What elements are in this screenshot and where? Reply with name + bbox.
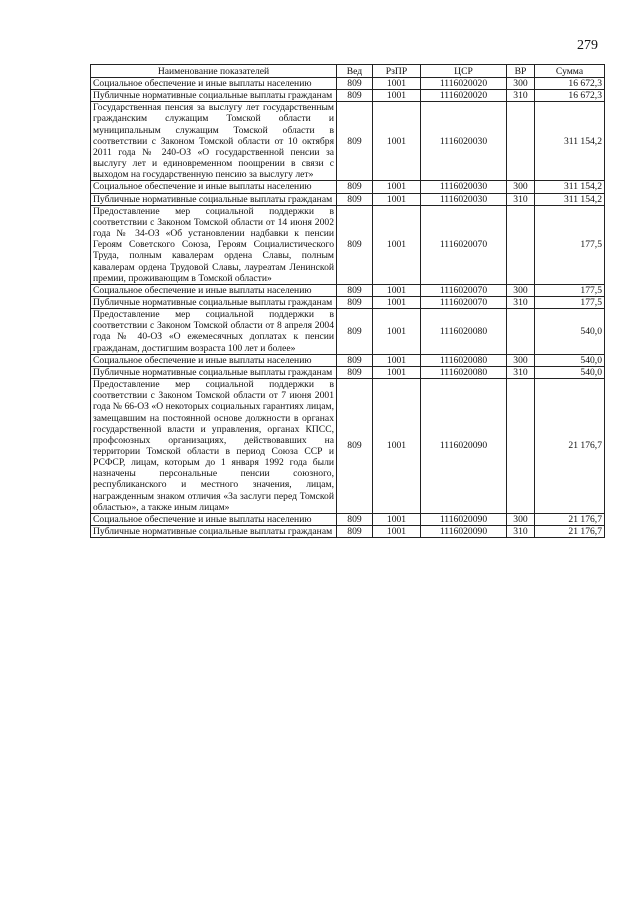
row-sum: 540,0 bbox=[535, 366, 605, 378]
row-sum: 21 176,7 bbox=[535, 526, 605, 538]
row-csr: 1116020020 bbox=[421, 78, 507, 90]
table-row bbox=[91, 102, 605, 181]
row-ved: 809 bbox=[337, 284, 373, 296]
row-ved: 809 bbox=[337, 193, 373, 205]
row-csr: 1116020020 bbox=[421, 90, 507, 102]
row-name: Предоставление мер социальной поддержки в соответствии с Законом Томской области от 8 апреля 2004 года № 40-ОЗ «О ежемесячных доплатах к пенсии гражданам, достигшим возраста 100 лет и более» bbox=[91, 309, 337, 355]
row-rzpr: 1001 bbox=[373, 181, 421, 193]
row-name: Социальное обеспечение и иные выплаты населению bbox=[91, 354, 337, 366]
row-rzpr: 1001 bbox=[373, 513, 421, 525]
row-name: Публичные нормативные социальные выплаты гражданам bbox=[91, 366, 337, 378]
table-row bbox=[91, 181, 605, 193]
table-row bbox=[91, 90, 605, 102]
row-rzpr: 1001 bbox=[373, 284, 421, 296]
row-rzpr: 1001 bbox=[373, 379, 421, 514]
row-csr: 1116020080 bbox=[421, 309, 507, 355]
row-name: Социальное обеспечение и иные выплаты населению bbox=[91, 181, 337, 193]
header-ved: Вед bbox=[337, 65, 373, 78]
row-sum: 21 176,7 bbox=[535, 379, 605, 514]
row-ved: 809 bbox=[337, 309, 373, 355]
row-vr: 310 bbox=[507, 366, 535, 378]
row-vr: 310 bbox=[507, 526, 535, 538]
row-vr bbox=[507, 309, 535, 355]
row-vr: 300 bbox=[507, 78, 535, 90]
row-sum: 311 154,2 bbox=[535, 102, 605, 181]
row-rzpr: 1001 bbox=[373, 205, 421, 284]
row-sum: 16 672,3 bbox=[535, 90, 605, 102]
row-rzpr: 1001 bbox=[373, 78, 421, 90]
row-csr: 1116020090 bbox=[421, 513, 507, 525]
row-name: Публичные нормативные социальные выплаты гражданам bbox=[91, 90, 337, 102]
row-sum: 16 672,3 bbox=[535, 78, 605, 90]
row-sum: 540,0 bbox=[535, 354, 605, 366]
header-sum: Сумма bbox=[535, 65, 605, 78]
row-rzpr: 1001 bbox=[373, 193, 421, 205]
row-vr: 300 bbox=[507, 354, 535, 366]
table-row bbox=[91, 309, 605, 355]
row-rzpr: 1001 bbox=[373, 90, 421, 102]
row-csr: 1116020030 bbox=[421, 181, 507, 193]
row-name: Предоставление мер социальной поддержки в соответствии с Законом Томской области от 7 июня 2001 года № 66-ОЗ «О некоторых социальных гарантиях лицам, замещавшим на постоянной основе должности в органах государственной власти и управления, органах КПСС, профсоюзных организациях, действовавших на территории Томской области в период Союза ССР и РСФСР, лицам, которым до 1 января 1992 года были назначены персональные пенсии союзного, республиканского и местного значения, лицам, награжденным знаком отличия «За заслуги перед Томской областью», а также иным лицам» bbox=[91, 379, 337, 514]
row-rzpr: 1001 bbox=[373, 526, 421, 538]
row-sum: 177,5 bbox=[535, 284, 605, 296]
row-vr: 310 bbox=[507, 90, 535, 102]
row-csr: 1116020090 bbox=[421, 379, 507, 514]
row-ved: 809 bbox=[337, 90, 373, 102]
row-rzpr: 1001 bbox=[373, 366, 421, 378]
row-csr: 1116020090 bbox=[421, 526, 507, 538]
row-ved: 809 bbox=[337, 379, 373, 514]
row-csr: 1116020070 bbox=[421, 205, 507, 284]
header-csr: ЦСР bbox=[421, 65, 507, 78]
table-row bbox=[91, 513, 605, 525]
row-ved: 809 bbox=[337, 296, 373, 308]
row-vr: 300 bbox=[507, 181, 535, 193]
row-name: Социальное обеспечение и иные выплаты населению bbox=[91, 284, 337, 296]
row-sum: 21 176,7 bbox=[535, 513, 605, 525]
row-csr: 1116020080 bbox=[421, 354, 507, 366]
row-ved: 809 bbox=[337, 354, 373, 366]
row-name: Публичные нормативные социальные выплаты гражданам bbox=[91, 193, 337, 205]
row-sum: 311 154,2 bbox=[535, 193, 605, 205]
row-vr bbox=[507, 379, 535, 514]
row-rzpr: 1001 bbox=[373, 102, 421, 181]
row-vr: 300 bbox=[507, 513, 535, 525]
row-name: Социальное обеспечение и иные выплаты населению bbox=[91, 78, 337, 90]
row-ved: 809 bbox=[337, 205, 373, 284]
header-vr: ВР bbox=[507, 65, 535, 78]
row-name: Государственная пенсия за выслугу лет государственным гражданским служащим Томской области и муниципальным служащим Томской области в соответствии с Законом Томской области от 10 октября 2011 года № 240-ОЗ «О государственной пенсии за выслугу лет и единовременном поощрении в связи с выходом на государственную пенсию за выслугу лет» bbox=[91, 102, 337, 181]
table-header-row bbox=[91, 65, 605, 78]
row-ved: 809 bbox=[337, 78, 373, 90]
row-vr bbox=[507, 102, 535, 181]
table-row bbox=[91, 78, 605, 90]
row-csr: 1116020030 bbox=[421, 102, 507, 181]
row-vr: 310 bbox=[507, 296, 535, 308]
row-vr: 300 bbox=[507, 284, 535, 296]
row-ved: 809 bbox=[337, 366, 373, 378]
row-csr: 1116020070 bbox=[421, 284, 507, 296]
row-vr: 310 bbox=[507, 193, 535, 205]
row-sum: 177,5 bbox=[535, 296, 605, 308]
row-sum: 540,0 bbox=[535, 309, 605, 355]
row-vr bbox=[507, 205, 535, 284]
row-name: Социальное обеспечение и иные выплаты населению bbox=[91, 513, 337, 525]
page-number: 279 bbox=[577, 38, 598, 53]
header-rzpr: РзПР bbox=[373, 65, 421, 78]
budget-table bbox=[90, 64, 605, 538]
table-row bbox=[91, 379, 605, 514]
table-row bbox=[91, 284, 605, 296]
table-row bbox=[91, 205, 605, 284]
row-csr: 1116020030 bbox=[421, 193, 507, 205]
table-row bbox=[91, 526, 605, 538]
row-ved: 809 bbox=[337, 513, 373, 525]
row-name: Предоставление мер социальной поддержки в соответствии с Законом Томской области от 14 июня 2002 года № 34-ОЗ «Об установлении надбавки к пенсии Героям Советского Союза, Героям Социалистического Труда, полным кавалерам ордена Славы, полным кавалерам ордена Трудовой Славы, лауреатам Ленинской премии, проживающим в Томской области» bbox=[91, 205, 337, 284]
row-sum: 177,5 bbox=[535, 205, 605, 284]
row-rzpr: 1001 bbox=[373, 296, 421, 308]
row-name: Публичные нормативные социальные выплаты гражданам bbox=[91, 526, 337, 538]
row-ved: 809 bbox=[337, 181, 373, 193]
row-rzpr: 1001 bbox=[373, 309, 421, 355]
table-row bbox=[91, 193, 605, 205]
row-ved: 809 bbox=[337, 526, 373, 538]
row-csr: 1116020080 bbox=[421, 366, 507, 378]
row-ved: 809 bbox=[337, 102, 373, 181]
table-row bbox=[91, 296, 605, 308]
table-row bbox=[91, 366, 605, 378]
header-name: Наименование показателей bbox=[91, 65, 337, 78]
row-sum: 311 154,2 bbox=[535, 181, 605, 193]
row-rzpr: 1001 bbox=[373, 354, 421, 366]
row-name: Публичные нормативные социальные выплаты гражданам bbox=[91, 296, 337, 308]
row-csr: 1116020070 bbox=[421, 296, 507, 308]
table-row bbox=[91, 354, 605, 366]
